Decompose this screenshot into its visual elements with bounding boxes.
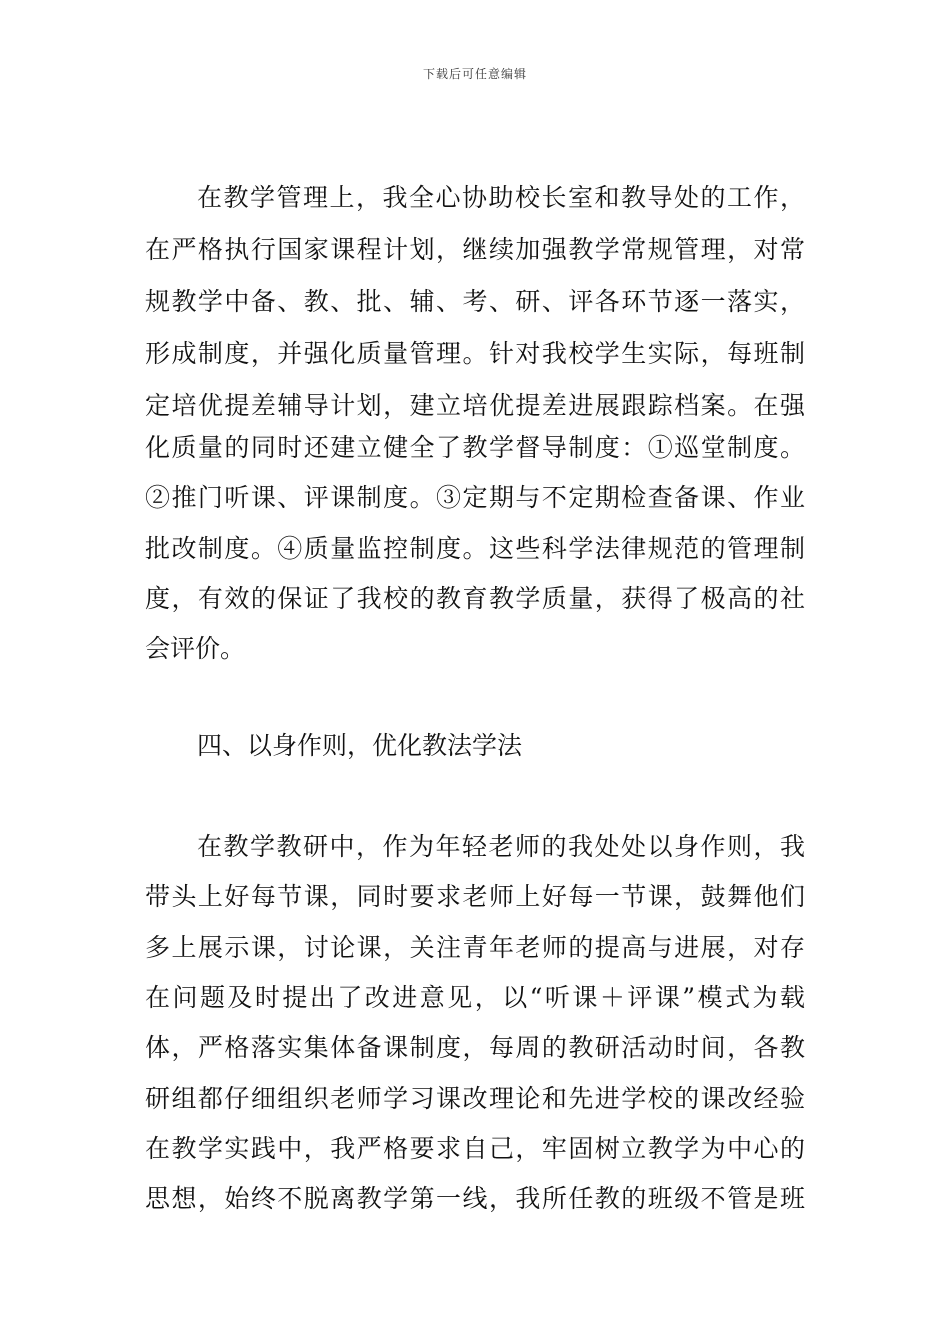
paragraph-2-line-8: 思想，始终不脱离教学第一线，我所任教的班级不管是班	[145, 1184, 805, 1213]
paragraph-1-line-9: 度，有效的保证了我校的教育教学质量，获得了极高的社	[145, 584, 805, 613]
paragraph-1-line-4: 形成制度，并强化质量管理。针对我校学生实际，每班制	[145, 339, 805, 368]
paragraph-1-line-5: 定培优提差辅导计划，建立培优提差进展跟踪档案。在强	[145, 391, 805, 420]
paragraph-2-line-5: 体，严格落实集体备课制度，每周的教研活动时间，各教	[145, 1033, 805, 1062]
paragraph-2-line-3: 多上展示课，讨论课，关注青年老师的提高与进展，对存	[145, 933, 805, 962]
paragraph-1-line-6: 化质量的同时还建立健全了教学督导制度：①巡堂制度。	[145, 433, 805, 462]
paragraph-2-line-2: 带头上好每节课，同时要求老师上好每一节课，鼓舞他们	[145, 882, 805, 911]
page-header: 下载后可任意编辑	[422, 67, 527, 81]
paragraph-2-line-7: 在教学实践中，我严格要求自己，牢固树立教学为中心的	[145, 1134, 805, 1163]
paragraph-1-line-2: 在严格执行国家课程计划，继续加强教学常规管理，对常	[145, 235, 805, 264]
paragraph-2-line-4: 在问题及时提出了改进意见，以“听课＋评课”模式为载	[145, 983, 805, 1012]
paragraph-2-line-1: 在教学教研中，作为年轻老师的我处处以身作则，我	[197, 832, 805, 861]
paragraph-1-line-1: 在教学管理上，我全心协助校长室和教导处的工作，	[197, 183, 805, 212]
paragraph-1-line-7: ②推门听课、评课制度。③定期与不定期检查备课、作业	[145, 483, 805, 512]
paragraph-1-line-10: 会评价。	[145, 634, 246, 663]
paragraph-1-line-8: 批改制度。④质量监控制度。这些科学法律规范的管理制	[145, 534, 805, 563]
paragraph-2-line-6: 研组都仔细组织老师学习课改理论和先进学校的课改经验	[145, 1084, 805, 1113]
paragraph-1-line-3: 规教学中备、教、批、辅、考、研、评各环节逐一落实，	[145, 287, 805, 316]
section-heading: 四、以身作则，优化教法学法	[197, 731, 523, 760]
